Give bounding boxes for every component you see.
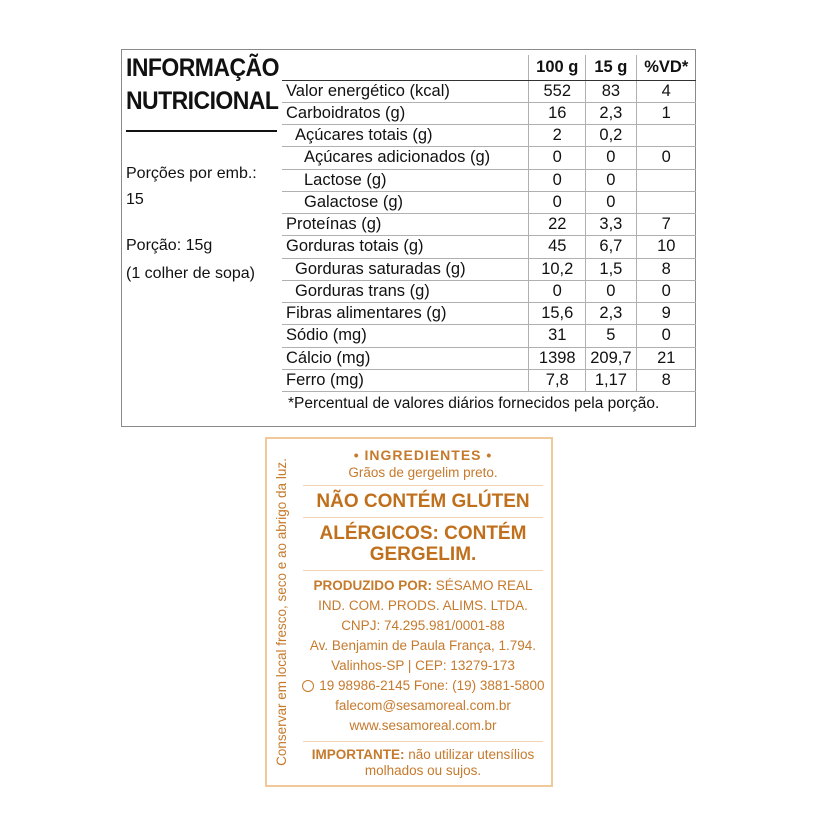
important-notice — [297, 747, 549, 779]
row-15g: 2,3 — [586, 102, 636, 124]
row-label: Gorduras totais (g) — [282, 236, 529, 258]
row-100g: 10,2 — [529, 258, 586, 280]
row-vd: 7 — [636, 214, 696, 236]
row-100g: 45 — [529, 236, 586, 258]
phone-number: Fone: (19) 3881-5800 — [413, 678, 545, 693]
row-15g: 209,7 — [586, 347, 636, 369]
row-15g: 1,5 — [586, 258, 636, 280]
row-100g: 2 — [529, 125, 586, 147]
row-100g: 0 — [529, 280, 586, 302]
important-text-2: molhados ou sujos. — [364, 763, 482, 778]
gluten-statement: NÃO CONTÉM GLÚTEN — [316, 491, 530, 512]
allergens-line2: GERGELIM. — [369, 544, 477, 565]
important-text-1: não utilizar utensílios — [408, 747, 535, 762]
row-15g: 0 — [586, 169, 636, 191]
producer-name: SÉSAMO REAL — [435, 578, 533, 593]
portion-measure: (1 colher de sopa) — [126, 265, 255, 282]
row-label: Proteínas (g) — [282, 214, 529, 236]
row-vd: 4 — [636, 80, 696, 102]
row-15g: 2,3 — [586, 303, 636, 325]
divider — [303, 485, 543, 486]
row-100g: 31 — [529, 325, 586, 347]
row-label: Cálcio (mg) — [282, 347, 529, 369]
storage-instructions: Conservar em local fresco, seco e ao abrigo da luz. — [274, 458, 289, 766]
row-15g: 83 — [586, 80, 636, 102]
row-100g: 16 — [529, 102, 586, 124]
row-vd — [636, 125, 696, 147]
row-100g: 0 — [529, 147, 586, 169]
row-label: Açúcares adicionados (g) — [282, 147, 529, 169]
row-15g: 6,7 — [586, 236, 636, 258]
title-divider — [126, 130, 277, 132]
row-15g: 0,2 — [586, 125, 636, 147]
producer-company: IND. COM. PRODS. ALIMS. LTDA. — [318, 598, 528, 613]
daily-value-footnote: *Percentual de valores diários fornecidos pela porção. — [288, 395, 660, 412]
whatsapp-icon — [302, 680, 314, 692]
row-15g: 0 — [586, 191, 636, 213]
table-row — [282, 147, 696, 169]
row-vd: 9 — [636, 303, 696, 325]
table-row — [282, 303, 696, 325]
divider — [303, 741, 543, 742]
table-row — [282, 236, 696, 258]
row-vd: 8 — [636, 369, 696, 391]
nutrition-table — [282, 55, 696, 392]
table-row — [282, 80, 696, 102]
table-row — [282, 369, 696, 391]
row-vd — [636, 169, 696, 191]
nutrition-title — [126, 52, 281, 118]
address: Av. Benjamin de Paula França, 1.794. — [309, 638, 537, 653]
header-label — [282, 55, 529, 80]
row-label: Fibras alimentares (g) — [282, 303, 529, 325]
label-content — [297, 439, 549, 779]
row-100g: 552 — [529, 80, 586, 102]
table-row — [282, 102, 696, 124]
row-label: Valor energético (kcal) — [282, 80, 529, 102]
row-100g: 1398 — [529, 347, 586, 369]
nutrition-facts-panel — [121, 49, 696, 427]
table-row — [282, 214, 696, 236]
row-vd: 0 — [636, 280, 696, 302]
portions-label: Porções por emb.: — [126, 165, 257, 182]
nutrition-title-line1: INFORMAÇÃO — [126, 54, 279, 82]
row-100g: 0 — [529, 169, 586, 191]
row-vd: 0 — [636, 325, 696, 347]
ingredients-text: Grãos de gergelim preto. — [348, 465, 498, 480]
row-vd — [636, 191, 696, 213]
row-15g: 5 — [586, 325, 636, 347]
contact-phones — [297, 676, 549, 696]
row-label: Açúcares totais (g) — [282, 125, 529, 147]
row-15g: 3,3 — [586, 214, 636, 236]
row-15g: 1,17 — [586, 369, 636, 391]
city-zip: Valinhos-SP | CEP: 13279-173 — [331, 658, 515, 673]
row-15g: 0 — [586, 280, 636, 302]
table-row — [282, 191, 696, 213]
row-vd: 10 — [636, 236, 696, 258]
table-row — [282, 325, 696, 347]
row-label: Lactose (g) — [282, 169, 529, 191]
row-label: Sódio (mg) — [282, 325, 529, 347]
important-label: IMPORTANTE: — [311, 747, 405, 762]
website: www.sesamoreal.com.br — [349, 718, 497, 733]
row-vd: 0 — [636, 147, 696, 169]
header-vd: %VD* — [636, 55, 696, 80]
row-label: Gorduras trans (g) — [282, 280, 529, 302]
portions-per-package — [126, 161, 257, 213]
row-label: Galactose (g) — [282, 191, 529, 213]
row-vd: 1 — [636, 102, 696, 124]
ingredients-label — [265, 437, 553, 787]
producer-label: PRODUZIDO POR: — [313, 578, 432, 593]
row-vd: 21 — [636, 347, 696, 369]
divider — [303, 570, 543, 571]
table-row — [282, 258, 696, 280]
divider — [303, 517, 543, 518]
table-row — [282, 125, 696, 147]
row-15g: 0 — [586, 147, 636, 169]
portion-size — [126, 232, 255, 288]
whatsapp-number: 19 98986-2145 — [319, 678, 411, 693]
row-100g: 22 — [529, 214, 586, 236]
row-100g: 0 — [529, 191, 586, 213]
table-row — [282, 169, 696, 191]
row-label: Carboidratos (g) — [282, 102, 529, 124]
email: falecom@sesamoreal.com.br — [335, 698, 511, 713]
portions-value: 15 — [126, 191, 144, 208]
table-row — [282, 347, 696, 369]
row-label: Gorduras saturadas (g) — [282, 258, 529, 280]
cnpj: CNPJ: 74.295.981/0001-88 — [341, 618, 505, 633]
table-header-row — [282, 55, 696, 80]
header-15g: 15 g — [586, 55, 636, 80]
allergens-line1: ALÉRGICOS: CONTÉM — [319, 523, 527, 544]
producer — [297, 576, 549, 596]
row-100g: 15,6 — [529, 303, 586, 325]
table-row — [282, 280, 696, 302]
row-vd: 8 — [636, 258, 696, 280]
row-100g: 7,8 — [529, 369, 586, 391]
nutrition-title-line2: NUTRICIONAL — [126, 87, 279, 115]
ingredients-heading: • INGREDIENTES • — [353, 447, 493, 463]
row-label: Ferro (mg) — [282, 369, 529, 391]
header-100g: 100 g — [529, 55, 586, 80]
portion-label: Porção: 15g — [126, 237, 213, 254]
